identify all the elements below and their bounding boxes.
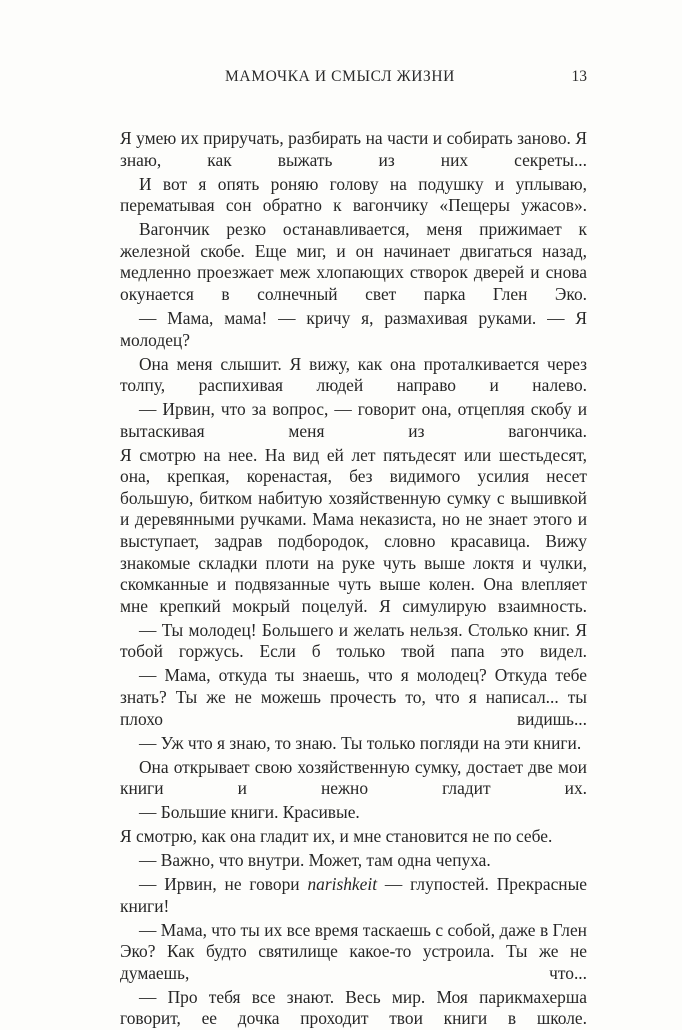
paragraph: — Важно, что внутри. Может, там одна чепуха.	[139, 850, 491, 871]
paragraph: — Мама, откуда ты знаешь, что я молодец? Откуда тебе знать? Ты же не можешь прочесть то, что я написал... ты плохо видишь...	[120, 665, 587, 729]
paragraph: — Ты молодец! Большего и желать нельзя. Столько книг. Я тобой горжусь. Если б только твой папа это видел.	[120, 619, 587, 662]
page-number: 13	[571, 68, 587, 85]
yiddish-word: narishkeit	[307, 874, 378, 895]
paragraph: — Ирвин, не говори narishkeit — глупостей. Прекрасные книги!	[120, 874, 588, 916]
running-head	[120, 68, 587, 92]
paragraph: Я смотрю, как она гладит их, и мне становится не по себе.	[120, 826, 553, 847]
paragraph: Вагончик резко останавливается, меня прижимает к железной скобе. Еще миг, и он начинает двигаться назад, медленно проезжает меж хлопающих створок дверей и снова окунается в солнечный свет парка Глен Эко.	[120, 219, 587, 304]
body-text	[120, 128, 587, 1030]
paragraph: — Большие книги. Красивые.	[139, 802, 360, 823]
paragraph: Она открывает свою хозяйственную сумку, достает две мои книги и нежно гладит их.	[120, 756, 587, 799]
paragraph: — Про тебя все знают. Весь мир. Моя парикмахерша говорит, ее дочка проходит твои книги в школе.	[120, 986, 587, 1029]
running-title: МАМОЧКА И СМЫСЛ ЖИЗНИ	[225, 68, 455, 85]
paragraph: Я умею их приручать, разбирать на части и собирать заново. Я знаю, как выжать из них секреты...	[120, 128, 587, 170]
paragraph: — Ирвин, что за вопрос, — говорит она, отцепляя скобу и вытаскивая меня из вагончика.	[120, 399, 587, 441]
paragraph: — Мама, мама! — кричу я, размахивая руками. — Я молодец?	[120, 307, 587, 350]
paragraph: — Мама, что ты их все время таскаешь с собой, даже в Глен Эко? Как будто святилище какое-то устроила. Ты же не думаешь, что...	[120, 919, 587, 983]
paragraph: Я смотрю на нее. На вид ей лет пятьдесят или шестьдесят, она, крепкая, коренастая, без видимого усилия несет большую, битком набитую хозяйственную сумку с вышивкой и деревянными ручками. Мама неказиста, но не знает этого и выступает, задрав подбородок, словно красавица. Вижу знакомые складки плоти на руке чуть выше локтя и чулки, скомканные и подвязанные чуть выше колен. Она влепляет мне крепкий мокрый поцелуй. Я симулирую взаимность.	[120, 444, 587, 616]
paragraph: И вот я опять роняю голову на подушку и уплываю, перематывая сон обратно к вагончику «Пещеры ужасов».	[120, 173, 587, 216]
paragraph: Она меня слышит. Я вижу, как она проталкивается через толпу, распихивая людей направо и налево.	[120, 353, 587, 396]
paragraph: — Уж что я знаю, то знаю. Ты только погляди на эти книги.	[139, 732, 582, 753]
